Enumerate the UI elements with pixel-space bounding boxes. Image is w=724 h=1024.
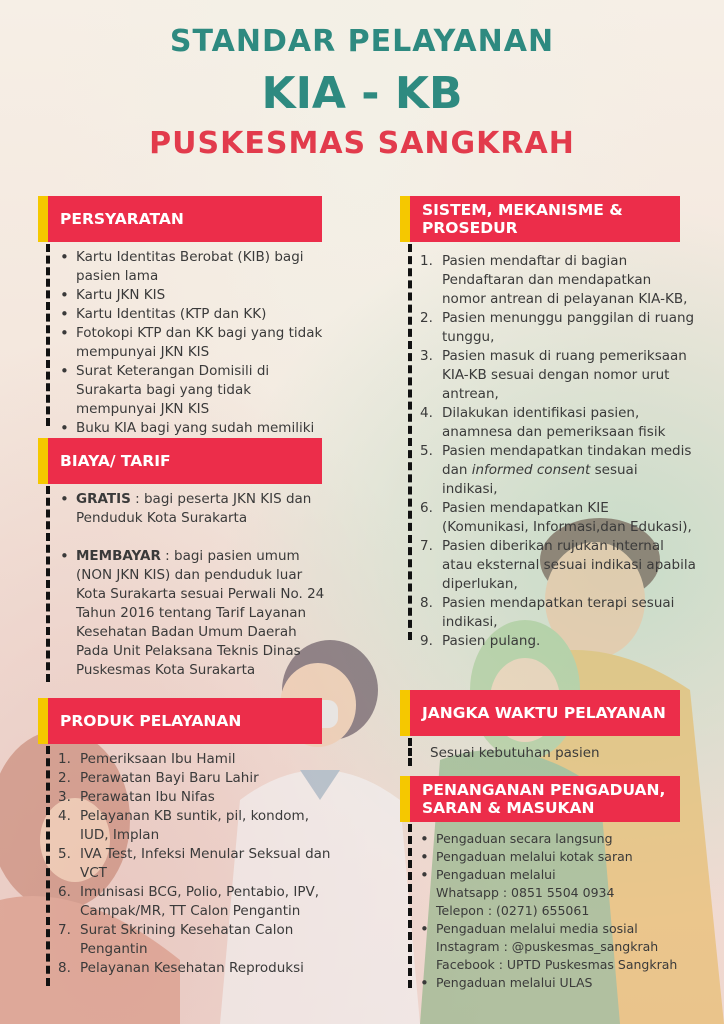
title-kia-kb: KIA - KB — [261, 68, 463, 119]
membayar-label: MEMBAYAR — [76, 548, 161, 564]
produk-title: PRODUK PELAYANAN — [60, 712, 242, 730]
list-item: 3. Pasien masuk di ruang pemeriksaan KIA-KB sesuai dengan nomor urut antrean, — [420, 348, 687, 402]
list-item: • Kartu Identitas Berobat (KIB) bagi pasien lama — [58, 248, 328, 286]
jangka-title: JANGKA WAKTU PELAYANAN — [422, 704, 666, 722]
instagram-contact: Instagram : @puskesmas_sangkrah — [436, 939, 659, 954]
list-item: • Pengaduan melalui kotak saran — [418, 848, 708, 866]
list-item: 6. Imunisasi BCG, Polio, Pentabio, IPV, Campak/MR, TT Calon Pengantin — [58, 884, 320, 919]
title-standar: STANDAR PELAYANAN — [169, 24, 555, 59]
persyaratan-divider — [46, 244, 50, 426]
list-item: • Buku KIA bagi yang sudah memiliki — [58, 419, 328, 438]
jangka-header — [408, 690, 680, 736]
list-item: 8. Pasien mendapatkan terapi sesuai indikasi, — [420, 595, 675, 630]
sistem-title: SISTEM, MEKANISME & PROSEDUR — [422, 201, 623, 237]
list-item: 1. Pemeriksaan Ibu Hamil — [58, 751, 236, 767]
list-item: 5. Pasien mendapatkan tindakan medis dan informed consent sesuai indikasi, — [420, 443, 692, 497]
list-item: • Pengaduan melalui Whatsapp : 0851 5504 0934 Telepon : (0271) 655061 — [418, 866, 708, 920]
pengaduan-divider — [408, 824, 412, 988]
biaya-title: BIAYA/ TARIF — [60, 452, 171, 470]
membayar-text: : bagi pasien umum (NON JKN KIS) dan penduduk luar Kota Surakarta sesuai Perwali No. 24 Tahun 2016 tentang Tarif Layanan Kesehatan Badan Umum Daerah Pada Unit Pelaksana Teknis Dinas Puskesmas Kota Surakarta — [76, 548, 325, 678]
list-item: 3. Perawatan Ibu Nifas — [58, 789, 215, 805]
list-item: 8. Pelayanan Kesehatan Reproduksi — [58, 960, 304, 976]
list-item: • Pengaduan melalui ULAS — [418, 974, 708, 992]
list-item: • Kartu JKN KIS — [58, 286, 328, 305]
list-item: • Surat Keterangan Domisili di Surakarta bagi yang tidak mempunyai JKN KIS — [58, 362, 328, 419]
persyaratan-header — [46, 196, 322, 242]
list-item: 7. Pasien diberikan rujukan internal atau eksternal sesuai indikasi apabila diperlukan, — [420, 538, 696, 592]
persyaratan-title: PERSYARATAN — [60, 210, 184, 228]
pengaduan-list — [418, 830, 708, 992]
list-item: 5. IVA Test, Infeksi Menular Seksual dan VCT — [58, 846, 331, 881]
list-item: 4. Dilakukan identifikasi pasien, anamnesa dan pemeriksaan fisik — [420, 405, 666, 440]
persyaratan-list — [58, 248, 328, 438]
list-item: • Fotokopi KTP dan KK bagi yang tidak mempunyai JKN KIS — [58, 324, 328, 362]
list-item: • Pengaduan secara langsung — [418, 830, 708, 848]
list-item: 1. Pasien mendaftar di bagian Pendaftaran dan mendapatkan nomor antrean di pelayanan KIA-KB, — [420, 253, 688, 307]
title-puskesmas: PUSKESMAS SANGKRAH — [149, 126, 575, 161]
sistem-header — [408, 196, 680, 242]
facebook-contact: Facebook : UPTD Puskesmas Sangkrah — [436, 957, 678, 972]
gratis-label: GRATIS — [76, 491, 131, 507]
sistem-list — [420, 252, 696, 651]
list-item: • Kartu Identitas (KTP dan KK) — [58, 305, 328, 324]
list-item: 2. Pasien menunggu panggilan di ruang tunggu, — [420, 310, 695, 345]
produk-header — [46, 698, 322, 744]
list-item: 9. Pasien pulang. — [420, 633, 541, 649]
whatsapp-contact: Whatsapp : 0851 5504 0934 — [436, 885, 615, 900]
produk-divider — [46, 746, 50, 986]
list-item — [58, 490, 330, 528]
pengaduan-title: PENANGANAN PENGADUAN, SARAN & MASUKAN — [422, 781, 666, 817]
pengaduan-header — [408, 776, 680, 822]
list-item: 2. Perawatan Bayi Baru Lahir — [58, 770, 259, 786]
list-item: 7. Surat Skrining Kesehatan Calon Pengantin — [58, 922, 294, 957]
biaya-divider — [46, 486, 50, 682]
gratis-text: : bagi peserta JKN KIS dan Penduduk Kota Surakarta — [76, 491, 312, 526]
sistem-divider — [408, 244, 412, 640]
list-item: 4. Pelayanan KB suntik, pil, kondom, IUD, Implan — [58, 808, 309, 843]
jangka-text: Sesuai kebutuhan pasien — [430, 745, 600, 761]
list-item: • Pengaduan melalui media sosial Instagram : @puskesmas_sangkrah Facebook : UPTD Puskesmas Sangkrah — [418, 920, 708, 974]
produk-list — [58, 750, 338, 978]
list-item — [58, 547, 330, 680]
telepon-contact: Telepon : (0271) 655061 — [436, 903, 590, 918]
biaya-list — [58, 490, 330, 680]
biaya-header — [46, 438, 322, 484]
list-item: 6. Pasien mendapatkan KIE (Komunikasi, Informasi,dan Edukasi), — [420, 500, 692, 535]
jangka-divider — [408, 738, 412, 766]
